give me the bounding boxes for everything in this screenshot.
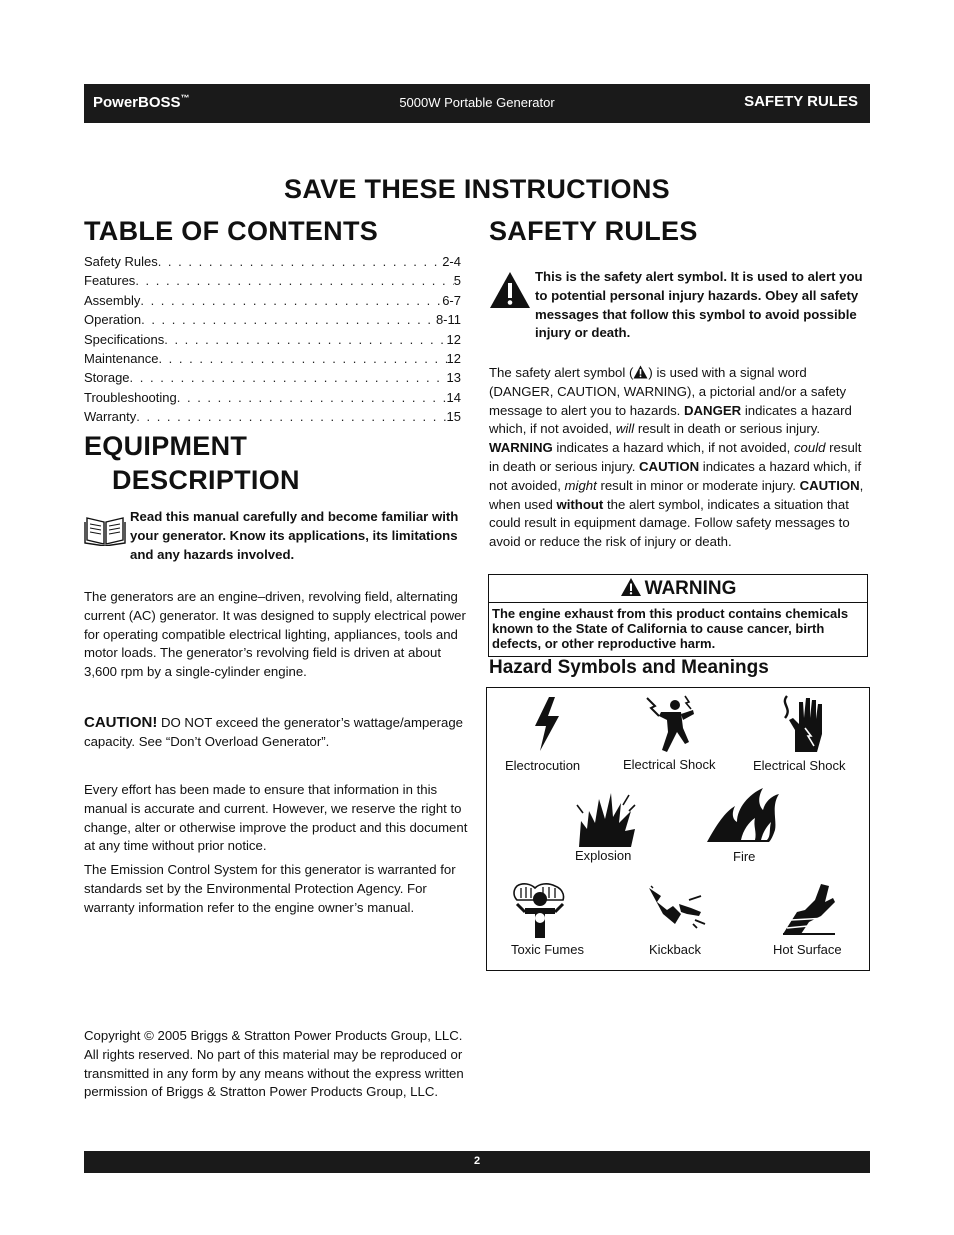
page-number: 2: [473, 1155, 481, 1167]
equipment-paragraph: The generators are an engine–driven, revolving field, alternating current (AC) generator. It was designed to supply electrical power for operating compatible electrical lighting, appliances, tools and motor loads. The generator’s revolving field is driven at about 3,600 rpm by a single-cylinder engine.: [84, 589, 466, 680]
footer-bar: [84, 1151, 870, 1173]
hazard-label: Hot Surface: [773, 942, 842, 957]
hazard-label: Explosion: [575, 848, 632, 863]
fire-icon: [705, 784, 781, 844]
warning-heading: WARNING: [489, 575, 867, 603]
toc-entry[interactable]: Storage . . . 13: [84, 368, 461, 387]
electrical-shock-hand-icon: [781, 694, 827, 752]
hazard-label: Electrical Shock: [623, 757, 716, 772]
read-manual-notice: Read this manual carefully and become familiar with your generator. Know its applications, its limitations and any hazards involved.: [130, 509, 459, 562]
equipment-heading-line2: DESCRIPTION: [112, 465, 300, 495]
hazard-symbols-table: [486, 687, 870, 971]
explosion-icon: [575, 791, 637, 847]
brand-name: PowerBOSS™: [93, 93, 190, 111]
hazard-symbols-heading: Hazard Symbols and Meanings: [489, 657, 769, 678]
electrical-shock-person-icon: [645, 694, 697, 754]
toc-entry[interactable]: Specifications . . . 12: [84, 330, 461, 349]
warning-box: [488, 574, 868, 657]
accuracy-paragraph: Every effort has been made to ensure that information in this manual is accurate and current. However, we reserve the right to change, alter or otherwise improve the product and this document at any time without prior notice.: [84, 782, 468, 854]
hazard-label: Electrical Shock: [753, 758, 846, 773]
emission-paragraph: The Emission Control System for this generator is warranted for standards set by the Environmental Protection Agency. For warranty information refer to the engine owner’s manual.: [84, 862, 456, 915]
header-bar: [84, 84, 870, 123]
table-of-contents: [84, 252, 461, 427]
hazard-label: Toxic Fumes: [511, 942, 584, 957]
signal-words-paragraph: The safety alert symbol ( ) is used with a signal word (DANGER, CAUTION, WARNING), a pictorial and/or a safety message to alert you to hazards. DANGER indicates a hazard which, if not avoided, will result in death or serious injury. WARNING indicates a hazard which, if not avoided, could result in death or serious injury. CAUTION indicates a hazard which, if not avoided, might result in minor or moderate injury. CAUTION, when used without the alert symbol, indicates a situation that could result in equipment damage. Follow safety messages to avoid or reduce the risk of injury or death.: [489, 365, 864, 550]
kickback-icon: [645, 884, 707, 930]
product-name: 5000W Portable Generator: [399, 95, 555, 110]
open-book-icon: [84, 514, 126, 546]
hazard-label: Electrocution: [505, 758, 581, 773]
safety-alert-icon: [489, 270, 531, 310]
toc-entry[interactable]: Maintenance . . . 12: [84, 349, 461, 368]
equipment-heading-line1: EQUIPMENT: [84, 431, 248, 461]
copyright-notice: Copyright © 2005 Briggs & Stratton Power Products Group, LLC. All rights reserved. No part of this material may be reproduced or transmitted in any form by any means without the express written permission of Briggs & Stratton Power Products Group, LLC.: [84, 1028, 464, 1100]
toxic-fumes-icon: [513, 882, 567, 938]
warning-alert-icon: [620, 577, 642, 597]
toc-entry[interactable]: Assembly . . . 6-7: [84, 291, 461, 310]
hazard-label: Kickback: [649, 942, 702, 957]
toc-heading: TABLE OF CONTENTS: [84, 216, 379, 246]
toc-entry[interactable]: Features . . . 5: [84, 271, 461, 290]
warning-text: The engine exhaust from this product contains chemicals known to the State of California to cause cancer, birth defects, or other reproductive harm.: [492, 606, 849, 651]
toc-entry[interactable]: Operation . . . 8-11: [84, 310, 461, 329]
inline-alert-icon: [633, 365, 648, 379]
caution-label: CAUTION!: [84, 714, 158, 731]
save-instructions-heading: SAVE THESE INSTRUCTIONS: [284, 174, 670, 204]
hazard-label: Fire: [733, 849, 756, 864]
section-name: SAFETY RULES: [744, 93, 858, 110]
toc-entry[interactable]: Warranty . . . 15: [84, 407, 461, 426]
hot-surface-icon: [781, 882, 837, 936]
caution-paragraph: CAUTION! DO NOT exceed the generator’s wattage/amperage capacity. See “Don’t Overload Generator”.: [84, 714, 464, 749]
safety-alert-description: This is the safety alert symbol. It is used to alert you to potential personal injury hazards. Obey all safety messages that follow this symbol to avoid possible injury or death.: [535, 269, 863, 341]
toc-entry[interactable]: Safety Rules . . . 2-4: [84, 252, 461, 271]
safety-rules-heading: SAFETY RULES: [489, 216, 698, 246]
toc-entry[interactable]: Troubleshooting . . . 14: [84, 388, 461, 407]
electrocution-icon: [531, 696, 563, 752]
